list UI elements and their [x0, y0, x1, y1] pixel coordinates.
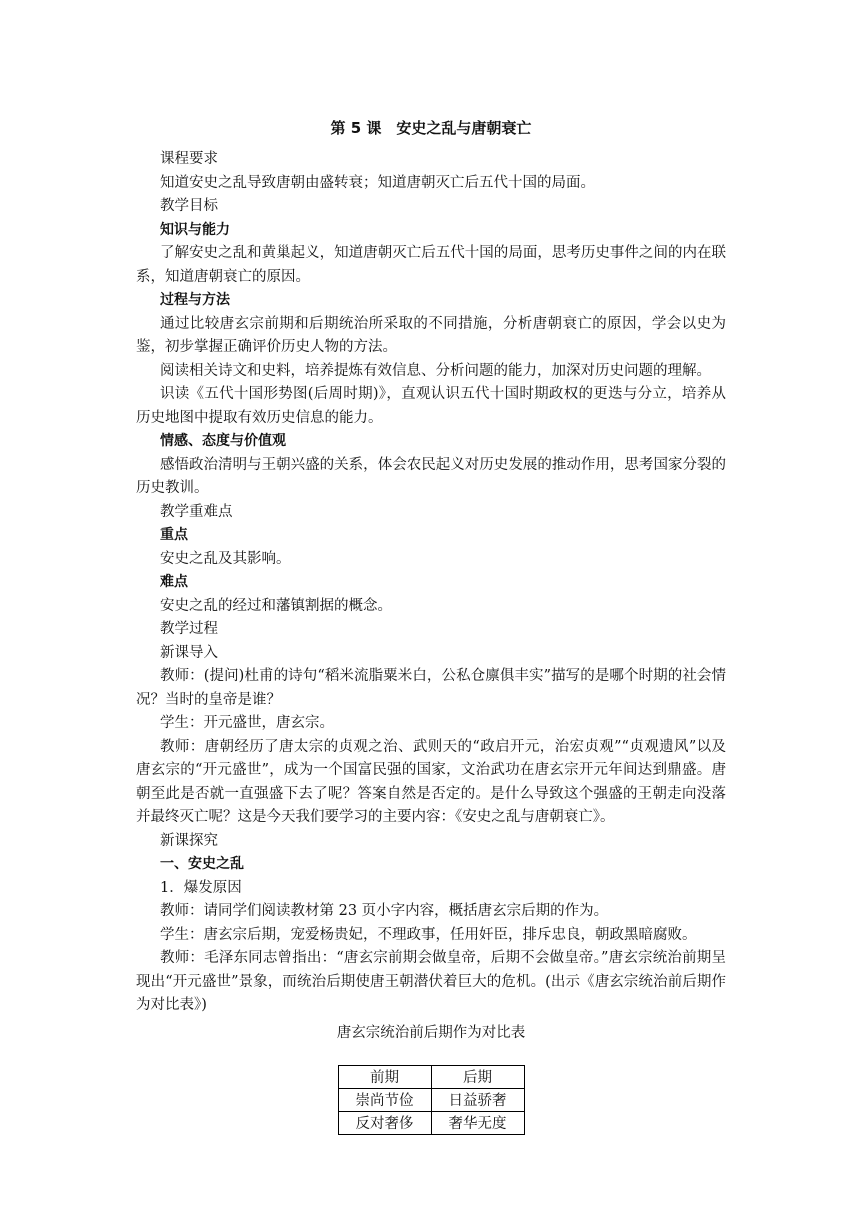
table-row: [338, 1088, 524, 1111]
document-body: [136, 116, 726, 1135]
paragraph: 新课导入: [160, 644, 218, 661]
section-heading: 重点: [160, 527, 188, 543]
paragraph: 教学目标: [160, 198, 218, 214]
paragraph: 教学重难点: [160, 503, 233, 520]
paragraph: 通过比较唐玄宗前期和后期统治所采取的不同措施，分析唐朝衰亡的原因，学会以史为鉴，初步掌握正确评价历史人物的方法。: [136, 315, 726, 355]
section-heading: 一、安史之乱: [160, 856, 244, 872]
paragraph-list: [136, 148, 726, 1018]
paragraph: 教师：(提问)杜甫的诗句“稻米流脂粟米白，公私仓廪俱丰实”描写的是哪个时期的社会情况？当时的皇帝是谁？: [136, 668, 726, 708]
paragraph: 教师：请同学们阅读教材第 23 页小字内容，概括唐玄宗后期的作为。: [160, 903, 609, 919]
paragraph: 识读《五代十国形势图(后周时期)》，直观认识五代十国时期政权的更迭与分立，培养从历史地图中提取有效历史信息的能力。: [136, 386, 726, 426]
table-cell: 崇尚节俭: [338, 1088, 431, 1111]
table-caption: 唐玄宗统治前后期作为对比表: [336, 1024, 526, 1041]
section-heading: 过程与方法: [160, 292, 230, 308]
lesson-title: 第 5 课 安史之乱与唐朝衰亡: [330, 119, 532, 137]
table-header-cell: 前期: [338, 1065, 431, 1088]
paragraph: 安史之乱及其影响。: [160, 550, 291, 567]
paragraph: 1．爆发原因: [160, 879, 242, 896]
paragraph: 新课探究: [160, 832, 218, 849]
table-cell: 日益骄奢: [431, 1088, 524, 1111]
section-heading: 情感、态度与价值观: [160, 433, 286, 449]
paragraph: 教师：唐朝经历了唐太宗的贞观之治、武则天的“政启开元，治宏贞观”“贞观遗风”以及唐玄宗的“开元盛世”，成为一个国富民强的国家，文治武功在唐玄宗开元年间达到鼎盛。唐朝至此是否就一直强盛下去了呢？答案自然是否定的。是什么导致这个强盛的王朝走向没落并最终灭亡呢？这是今天我们要学习的主要内容：《安史之乱与唐朝衰亡》。: [136, 738, 726, 825]
paragraph: 安史之乱的经过和藩镇割据的概念。: [160, 597, 392, 614]
table-cell: 反对奢侈: [338, 1111, 431, 1134]
comparison-table: [338, 1065, 525, 1135]
paragraph: 感悟政治清明与王朝兴盛的关系，体会农民起义对历史发展的推动作用，思考国家分裂的历史教训。: [136, 456, 726, 496]
table-header-row: [338, 1065, 524, 1088]
paragraph: 学生：唐玄宗后期，宠爱杨贵妃，不理政事，任用奸臣，排斥忠良，朝政黑暗腐败。: [160, 926, 697, 943]
paragraph: 知道安史之乱导致唐朝由盛转衰；知道唐朝灭亡后五代十国的局面。: [160, 174, 595, 191]
paragraph: 课程要求: [160, 151, 218, 167]
paragraph: 阅读相关诗文和史料，培养提炼有效信息、分析问题的能力，加深对历史问题的理解。: [160, 362, 711, 379]
paragraph: 教师：毛泽东同志曾指出：“唐玄宗前期会做皇帝，后期不会做皇帝。”唐玄宗统治前期呈现出“开元盛世”景象，而统治后期使唐王朝潜伏着巨大的危机。(出示《唐玄宗统治前后期作为对比表》): [136, 950, 726, 1013]
paragraph: 学生：开元盛世，唐玄宗。: [160, 715, 334, 731]
section-heading: 难点: [160, 574, 188, 590]
table-row: [338, 1111, 524, 1134]
paragraph: 教学过程: [160, 621, 218, 637]
table-header-cell: 后期: [431, 1065, 524, 1088]
paragraph: 了解安史之乱和黄巢起义，知道唐朝灭亡后五代十国的局面，思考历史事件之间的内在联系，知道唐朝衰亡的原因。: [136, 245, 726, 285]
section-heading: 知识与能力: [160, 221, 230, 238]
table-cell: 奢华无度: [431, 1111, 524, 1134]
